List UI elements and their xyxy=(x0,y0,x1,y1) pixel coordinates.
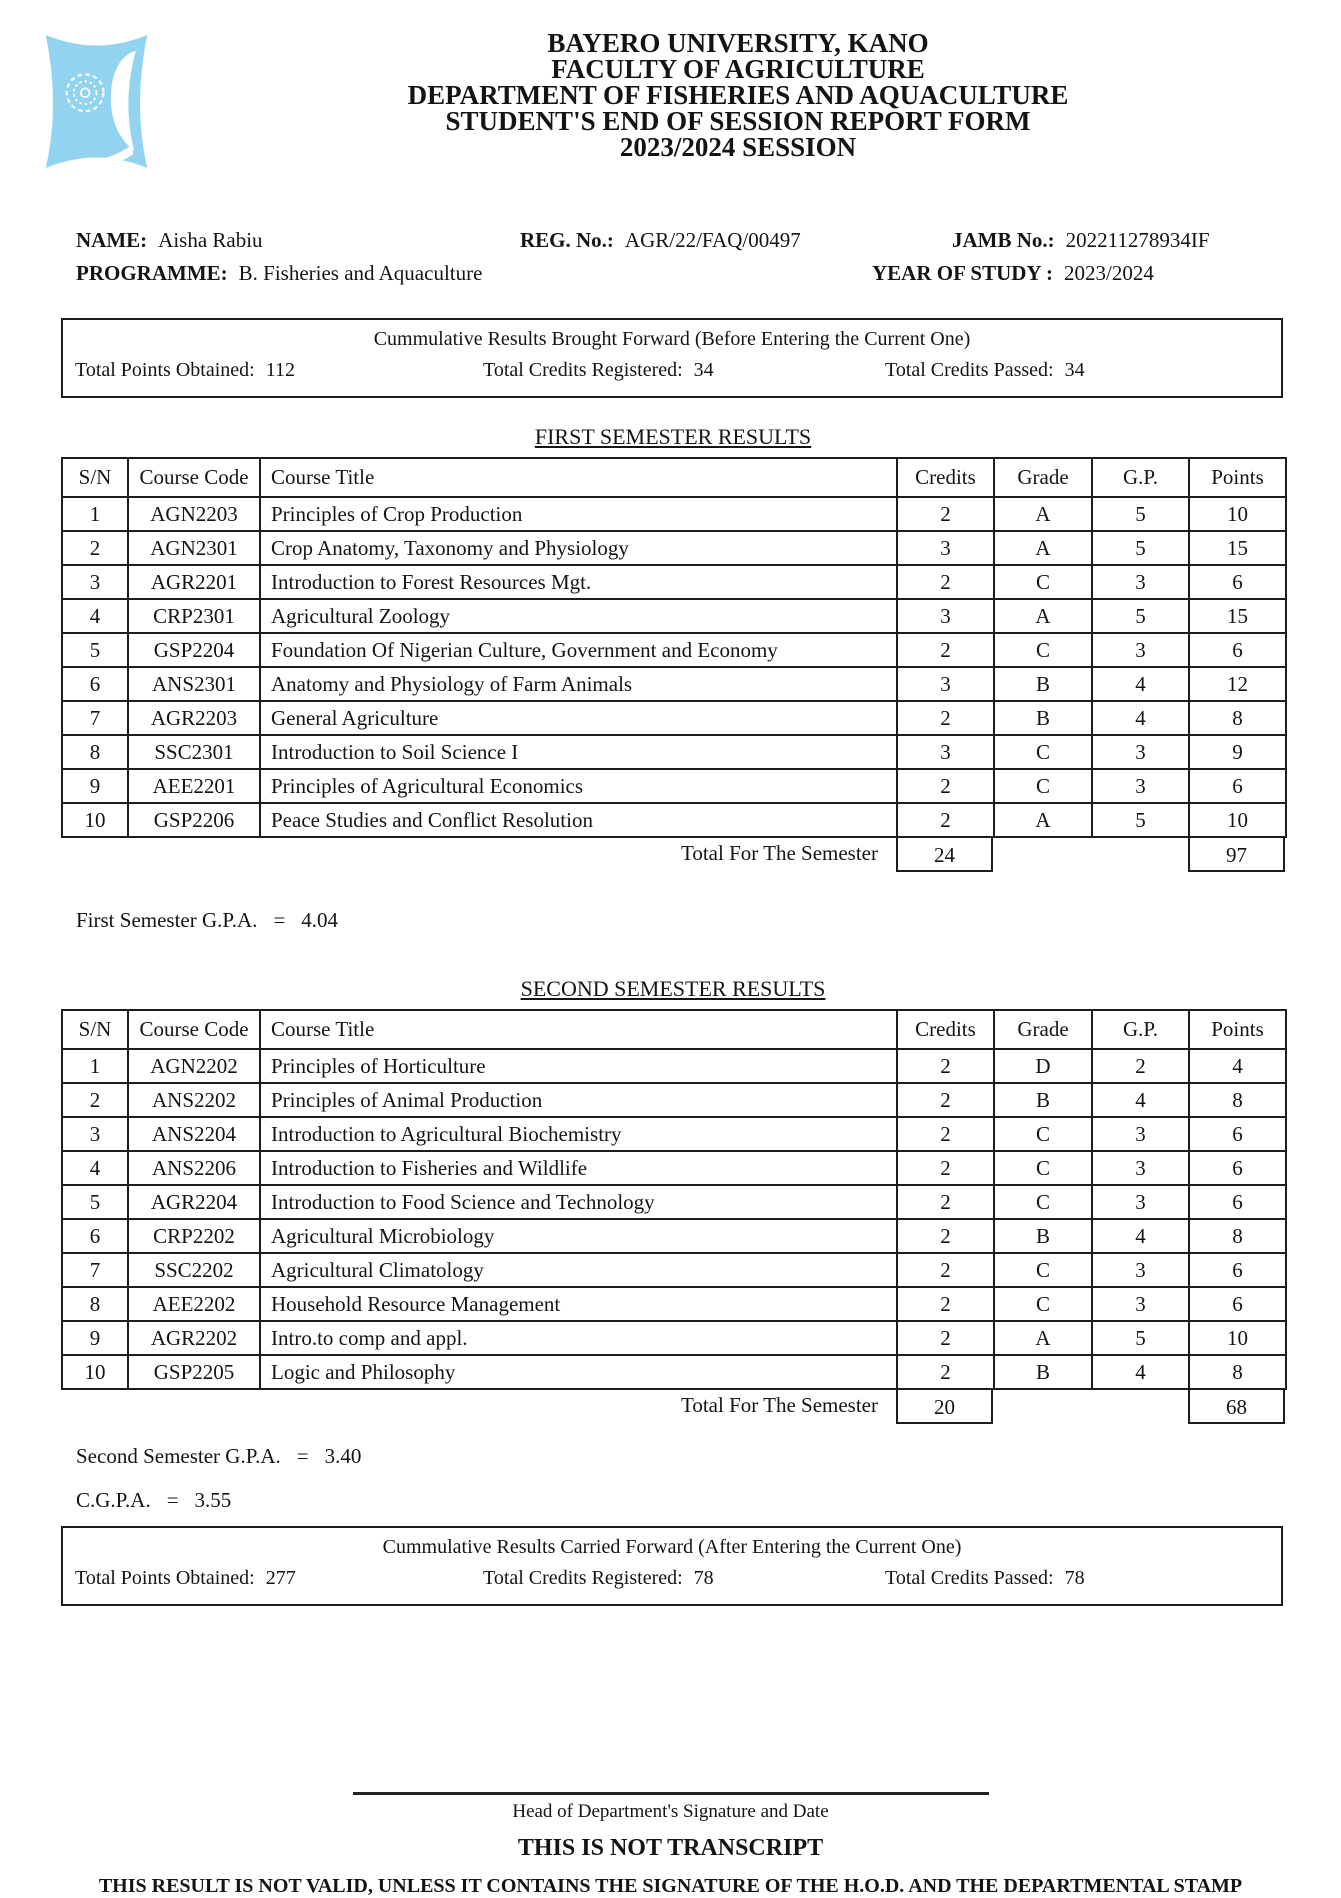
course-row xyxy=(62,1253,1286,1287)
table-cell: A xyxy=(994,1321,1092,1355)
table-cell: 7 xyxy=(62,701,128,735)
second-semester-gpa xyxy=(76,1444,1341,1468)
faculty-name: FACULTY OF AGRICULTURE xyxy=(551,54,925,84)
table-cell: 6 xyxy=(1189,633,1286,667)
table-cell: C xyxy=(994,1253,1092,1287)
course-row xyxy=(62,1185,1286,1219)
column-header: S/N xyxy=(62,1010,128,1049)
table-cell: 2 xyxy=(62,531,128,565)
table-cell: Introduction to Food Science and Technology xyxy=(260,1185,897,1219)
table-cell: 4 xyxy=(1092,667,1189,701)
year-of-study-label: YEAR OF STUDY : xyxy=(872,261,1054,285)
table-cell: 10 xyxy=(1189,497,1286,531)
column-header: Course Code xyxy=(128,1010,260,1049)
university-name: BAYERO UNIVERSITY, KANO xyxy=(547,28,929,58)
course-row xyxy=(62,769,1286,803)
table-cell: C xyxy=(994,1151,1092,1185)
total-points-value: 112 xyxy=(265,359,295,381)
table-cell: 8 xyxy=(62,1287,128,1321)
table-cell: Introduction to Agricultural Biochemistry xyxy=(260,1117,897,1151)
course-row xyxy=(62,701,1286,735)
table-cell: 5 xyxy=(1092,531,1189,565)
total-credits-registered-value: 34 xyxy=(693,359,714,381)
table-cell: SSC2202 xyxy=(128,1253,260,1287)
table-cell: 2 xyxy=(897,1151,994,1185)
total-row-spacer xyxy=(993,836,1188,872)
table-cell: AEE2201 xyxy=(128,769,260,803)
table-cell: B xyxy=(994,667,1092,701)
table-cell: AGR2202 xyxy=(128,1321,260,1355)
course-row xyxy=(62,1049,1286,1083)
table-cell: D xyxy=(994,1049,1092,1083)
first-semester-gpa xyxy=(76,908,1341,932)
first-semester-title: FIRST SEMESTER RESULTS xyxy=(534,424,812,449)
table-cell: Anatomy and Physiology of Farm Animals xyxy=(260,667,897,701)
course-row xyxy=(62,1287,1286,1321)
table-cell: 6 xyxy=(1189,1253,1286,1287)
gpa-value: 3.40 xyxy=(324,1444,362,1468)
table-cell: 2 xyxy=(897,565,994,599)
table-cell: 6 xyxy=(62,1219,128,1253)
table-cell: 3 xyxy=(62,1117,128,1151)
course-row xyxy=(62,1151,1286,1185)
table-cell: B xyxy=(994,1083,1092,1117)
table-cell: 15 xyxy=(1189,599,1286,633)
table-cell: ANS2301 xyxy=(128,667,260,701)
table-cell: 10 xyxy=(1189,1321,1286,1355)
table-cell: 3 xyxy=(897,735,994,769)
programme-field xyxy=(76,261,482,286)
table-cell: 3 xyxy=(1092,565,1189,599)
table-cell: Crop Anatomy, Taxonomy and Physiology xyxy=(260,531,897,565)
not-transcript-note: THIS IS NOT TRANSCRIPT xyxy=(517,1835,824,1861)
brought-forward-title: Cummulative Results Brought Forward (Before Entering the Current One) xyxy=(373,328,971,350)
table-cell: Introduction to Fisheries and Wildlife xyxy=(260,1151,897,1185)
table-cell: 8 xyxy=(1189,1219,1286,1253)
table-cell: 5 xyxy=(1092,1321,1189,1355)
table-cell: Logic and Philosophy xyxy=(260,1355,897,1389)
column-header: Credits xyxy=(897,458,994,497)
table-cell: 12 xyxy=(1189,667,1286,701)
table-cell: 5 xyxy=(62,1185,128,1219)
table-cell: 6 xyxy=(1189,1287,1286,1321)
table-cell: 1 xyxy=(62,1049,128,1083)
course-row xyxy=(62,565,1286,599)
table-cell: C xyxy=(994,565,1092,599)
table-cell: 8 xyxy=(62,735,128,769)
table-cell: 2 xyxy=(1092,1049,1189,1083)
table-cell: Agricultural Climatology xyxy=(260,1253,897,1287)
table-cell: GSP2205 xyxy=(128,1355,260,1389)
table-header-row xyxy=(62,1010,1286,1049)
table-cell: 6 xyxy=(1189,565,1286,599)
table-cell: 3 xyxy=(1092,735,1189,769)
table-cell: 3 xyxy=(1092,1287,1189,1321)
table-cell: AGR2203 xyxy=(128,701,260,735)
column-header: Course Title xyxy=(260,1010,897,1049)
year-of-study-value: 2023/2024 xyxy=(1064,261,1154,285)
total-credits-box: 20 xyxy=(896,1388,993,1424)
table-cell: 2 xyxy=(897,1117,994,1151)
first-semester-total-row xyxy=(61,836,1285,872)
course-row xyxy=(62,1219,1286,1253)
total-credits-passed-value: 34 xyxy=(1064,359,1085,381)
table-cell: ANS2204 xyxy=(128,1117,260,1151)
column-header: G.P. xyxy=(1092,1010,1189,1049)
total-points-value: 277 xyxy=(265,1567,296,1589)
column-header: Credits xyxy=(897,1010,994,1049)
course-row xyxy=(62,1355,1286,1389)
table-cell: 4 xyxy=(1092,1355,1189,1389)
validity-notice: THIS RESULT IS NOT VALID, UNLESS IT CONTAINS THE SIGNATURE OF THE H.O.D. AND THE DEPARTMENTAL STAMP xyxy=(98,1875,1243,1897)
cgpa-line xyxy=(76,1488,1341,1512)
course-row xyxy=(62,531,1286,565)
table-cell: B xyxy=(994,1219,1092,1253)
table-cell: AGN2301 xyxy=(128,531,260,565)
table-cell: Introduction to Forest Resources Mgt. xyxy=(260,565,897,599)
gpa-value: 4.04 xyxy=(301,908,339,932)
table-cell: 2 xyxy=(897,1185,994,1219)
course-row xyxy=(62,735,1286,769)
signature-line xyxy=(353,1792,989,1795)
carried-forward-box xyxy=(61,1526,1283,1606)
total-for-semester-label: Total For The Semester xyxy=(680,1393,878,1417)
table-cell: 8 xyxy=(1189,1083,1286,1117)
table-cell: Peace Studies and Conflict Resolution xyxy=(260,803,897,837)
table-cell: 15 xyxy=(1189,531,1286,565)
second-semester-table xyxy=(61,1009,1287,1390)
total-points-box: 68 xyxy=(1188,1388,1285,1424)
table-cell: 3 xyxy=(1092,1185,1189,1219)
table-cell: 2 xyxy=(897,1219,994,1253)
total-points-obtained-field xyxy=(75,359,295,382)
column-header: Course Title xyxy=(260,458,897,497)
total-credits-registered-label: Total Credits Registered: xyxy=(483,1567,683,1589)
table-cell: AGR2204 xyxy=(128,1185,260,1219)
column-header: G.P. xyxy=(1092,458,1189,497)
total-credits-passed-value: 78 xyxy=(1064,1567,1085,1589)
column-header: Grade xyxy=(994,458,1092,497)
programme-label: PROGRAMME: xyxy=(76,261,228,285)
table-cell: A xyxy=(994,531,1092,565)
carried-forward-title: Cummulative Results Carried Forward (After Entering the Current One) xyxy=(382,1536,962,1558)
table-cell: 2 xyxy=(897,633,994,667)
table-cell: 3 xyxy=(897,667,994,701)
brought-forward-box xyxy=(61,318,1283,398)
table-cell: Principles of Crop Production xyxy=(260,497,897,531)
table-cell: 9 xyxy=(1189,735,1286,769)
table-cell: 7 xyxy=(62,1253,128,1287)
table-cell: Principles of Agricultural Economics xyxy=(260,769,897,803)
course-row xyxy=(62,803,1286,837)
table-cell: C xyxy=(994,1185,1092,1219)
total-credits-passed-field xyxy=(885,1567,1085,1590)
table-cell: 6 xyxy=(1189,1151,1286,1185)
column-header: Points xyxy=(1189,458,1286,497)
student-name-field xyxy=(76,228,263,253)
table-cell: 2 xyxy=(897,803,994,837)
table-cell: CRP2301 xyxy=(128,599,260,633)
table-cell: Agricultural Zoology xyxy=(260,599,897,633)
table-cell: A xyxy=(994,803,1092,837)
table-cell: 2 xyxy=(897,1253,994,1287)
total-credits-box: 24 xyxy=(896,836,993,872)
course-row xyxy=(62,497,1286,531)
page-footer xyxy=(0,1792,1341,1898)
table-cell: 2 xyxy=(897,497,994,531)
table-cell: 2 xyxy=(897,701,994,735)
column-header: Points xyxy=(1189,1010,1286,1049)
table-cell: 8 xyxy=(1189,701,1286,735)
student-info xyxy=(0,228,1341,294)
table-cell: 6 xyxy=(1189,1117,1286,1151)
form-title: STUDENT'S END OF SESSION REPORT FORM xyxy=(445,106,1031,136)
equals-sign: = xyxy=(296,1444,309,1468)
table-cell: 3 xyxy=(1092,769,1189,803)
table-cell: A xyxy=(994,599,1092,633)
table-cell: C xyxy=(994,1117,1092,1151)
table-cell: 3 xyxy=(1092,1117,1189,1151)
table-cell: AGR2201 xyxy=(128,565,260,599)
table-header-row xyxy=(62,458,1286,497)
table-cell: 4 xyxy=(62,1151,128,1185)
table-cell: Household Resource Management xyxy=(260,1287,897,1321)
year-of-study-field xyxy=(872,261,1154,286)
table-cell: 3 xyxy=(1092,1253,1189,1287)
table-cell: 2 xyxy=(897,1355,994,1389)
course-row xyxy=(62,633,1286,667)
session-title: 2023/2024 SESSION xyxy=(619,132,857,162)
reg-no-field xyxy=(520,228,801,253)
jamb-no-label: JAMB No.: xyxy=(952,228,1055,252)
total-credits-passed-label: Total Credits Passed: xyxy=(885,359,1054,381)
jamb-no-field xyxy=(952,228,1210,253)
second-semester-title: SECOND SEMESTER RESULTS xyxy=(520,976,826,1001)
name-value: Aisha Rabiu xyxy=(158,228,263,252)
table-cell: 3 xyxy=(897,599,994,633)
total-credits-registered-field xyxy=(483,359,714,382)
table-cell: General Agriculture xyxy=(260,701,897,735)
table-cell: Foundation Of Nigerian Culture, Government and Economy xyxy=(260,633,897,667)
table-cell: 4 xyxy=(1092,1083,1189,1117)
total-row-spacer xyxy=(993,1388,1188,1424)
course-row xyxy=(62,599,1286,633)
course-row xyxy=(62,1321,1286,1355)
table-cell: 2 xyxy=(897,1287,994,1321)
cgpa-value: 3.55 xyxy=(194,1488,232,1512)
column-header: Course Code xyxy=(128,458,260,497)
table-cell: B xyxy=(994,701,1092,735)
table-cell: 4 xyxy=(1189,1049,1286,1083)
table-cell: 2 xyxy=(897,1321,994,1355)
table-cell: Principles of Animal Production xyxy=(260,1083,897,1117)
table-cell: 3 xyxy=(62,565,128,599)
total-for-semester-label: Total For The Semester xyxy=(680,841,878,865)
total-credits-registered-value: 78 xyxy=(693,1567,714,1589)
table-cell: CRP2202 xyxy=(128,1219,260,1253)
reg-no-value: AGR/22/FAQ/00497 xyxy=(624,228,801,252)
table-cell: ANS2202 xyxy=(128,1083,260,1117)
table-cell: 5 xyxy=(1092,803,1189,837)
gpa-label: First Semester G.P.A. xyxy=(76,908,258,932)
table-cell: 5 xyxy=(62,633,128,667)
total-credits-passed-field xyxy=(885,359,1085,382)
table-cell: 4 xyxy=(1092,1219,1189,1253)
table-cell: ANS2206 xyxy=(128,1151,260,1185)
table-cell: GSP2204 xyxy=(128,633,260,667)
department-name: DEPARTMENT OF FISHERIES AND AQUACULTURE xyxy=(407,80,1069,110)
second-semester-total-row xyxy=(61,1388,1285,1424)
total-points-box: 97 xyxy=(1188,836,1285,872)
table-cell: Introduction to Soil Science I xyxy=(260,735,897,769)
table-cell: 6 xyxy=(1189,1185,1286,1219)
signature-caption: Head of Department's Signature and Date xyxy=(512,1801,829,1822)
table-cell: 3 xyxy=(1092,633,1189,667)
table-cell: GSP2206 xyxy=(128,803,260,837)
table-cell: 2 xyxy=(897,769,994,803)
cgpa-label: C.G.P.A. xyxy=(76,1488,151,1512)
table-cell: 5 xyxy=(1092,599,1189,633)
table-cell: A xyxy=(994,497,1092,531)
table-cell: 8 xyxy=(1189,1355,1286,1389)
university-crest-icon xyxy=(35,28,158,175)
table-cell: 5 xyxy=(1092,497,1189,531)
table-cell: 1 xyxy=(62,497,128,531)
table-cell: AGN2202 xyxy=(128,1049,260,1083)
table-cell: AEE2202 xyxy=(128,1287,260,1321)
table-cell: C xyxy=(994,769,1092,803)
table-cell: AGN2203 xyxy=(128,497,260,531)
jamb-no-value: 202211278934IF xyxy=(1065,228,1210,252)
course-row xyxy=(62,1117,1286,1151)
course-row xyxy=(62,667,1286,701)
table-cell: Intro.to comp and appl. xyxy=(260,1321,897,1355)
table-cell: C xyxy=(994,735,1092,769)
table-cell: 4 xyxy=(1092,701,1189,735)
table-cell: 6 xyxy=(1189,769,1286,803)
equals-sign: = xyxy=(166,1488,179,1512)
programme-value: B. Fisheries and Aquaculture xyxy=(238,261,483,285)
table-cell: 4 xyxy=(62,599,128,633)
table-cell: 3 xyxy=(897,531,994,565)
table-cell: 2 xyxy=(897,1083,994,1117)
gpa-label: Second Semester G.P.A. xyxy=(76,1444,281,1468)
total-credits-passed-label: Total Credits Passed: xyxy=(885,1567,1054,1589)
table-cell: C xyxy=(994,1287,1092,1321)
table-cell: 3 xyxy=(1092,1151,1189,1185)
table-cell: 10 xyxy=(62,803,128,837)
column-header: Grade xyxy=(994,1010,1092,1049)
table-cell: 6 xyxy=(62,667,128,701)
table-cell: 10 xyxy=(1189,803,1286,837)
table-cell: B xyxy=(994,1355,1092,1389)
first-semester-table xyxy=(61,457,1287,838)
table-cell: 10 xyxy=(62,1355,128,1389)
table-cell: 2 xyxy=(897,1049,994,1083)
total-credits-registered-label: Total Credits Registered: xyxy=(483,359,683,381)
table-cell: 9 xyxy=(62,1321,128,1355)
table-cell: Principles of Horticulture xyxy=(260,1049,897,1083)
table-cell: C xyxy=(994,633,1092,667)
total-points-label: Total Points Obtained: xyxy=(75,359,255,381)
total-points-label: Total Points Obtained: xyxy=(75,1567,255,1589)
equals-sign: = xyxy=(273,908,286,932)
course-row xyxy=(62,1083,1286,1117)
total-credits-registered-field xyxy=(483,1567,714,1590)
name-label: NAME: xyxy=(76,228,148,252)
page-header xyxy=(135,0,1341,160)
table-cell: SSC2301 xyxy=(128,735,260,769)
total-points-obtained-field xyxy=(75,1567,296,1590)
reg-no-label: REG. No.: xyxy=(520,228,614,252)
table-cell: 9 xyxy=(62,769,128,803)
table-cell: Agricultural Microbiology xyxy=(260,1219,897,1253)
column-header: S/N xyxy=(62,458,128,497)
table-cell: 2 xyxy=(62,1083,128,1117)
